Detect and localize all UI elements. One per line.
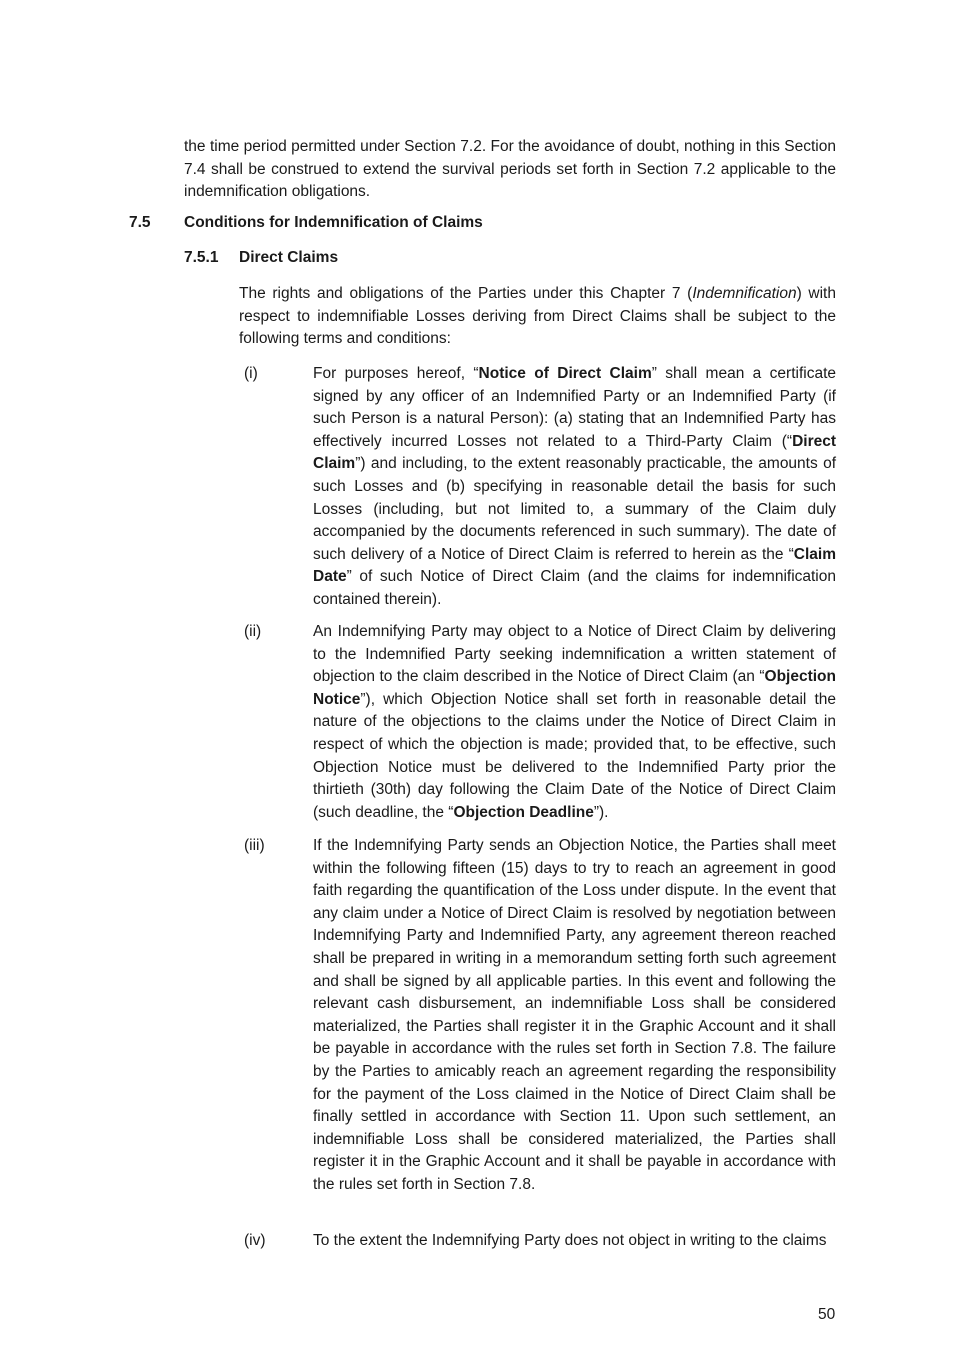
item-i-text-2: ” shall mean a certificate signed by any officer of an Indemnified Party or an Indemnified Party (if such Person is a natural Person): (a) stating that an Indemnified Party has effectively incurred Losses not related to a Third-Party Claim (“ [313,365,836,450]
item-ii-text-1: An Indemnifying Party may object to a Notice of Direct Claim by delivering to the Indemnified Party seeking indemnification a written statement of objection to the claim described in the Notice of Direct Claim (an “ [313,623,836,686]
item-i-body [313,363,836,612]
item-ii-term-objection-deadline: Objection Deadline [453,803,594,821]
item-ii-text-3: ”). [593,803,609,821]
item-iii-label: (iii) [244,837,265,854]
subsection-number: 7.5.1 [184,249,219,266]
item-i-text-4: ” of such Notice of Direct Claim (and the claims for indemnification contained therein). [313,568,836,608]
item-i-label: (i) [244,365,258,382]
item-iii-body: If the Indemnifying Party sends an Objection Notice, the Parties shall meet within the following fifteen (15) days to try to reach an agreement in good faith regarding the quantification of the Loss under dispute. In the event that any claim under a Notice of Direct Claim is resolved by negotiation between Indemnifying Party and Indemnified Party, any agreement thereon reached shall be prepared in writing in a memorandum setting forth such agreement and shall be signed by all applicable parties. In this event and following the relevant cash disbursement, an indemnifiable Loss shall be considered materialized, the Parties shall register it in the Graphic Account and it shall be payable in accordance with the rules set forth in Section 7.8. The failure by the Parties to amicably reach an agreement regarding the responsibility for the payment of the Loss claimed in the Notice of Direct Claim shall be finally settled in accordance with Section 11. Upon such settlement, an indemnifiable Loss shall be considered materialized, the Parties shall register it in the Graphic Account and it shall be payable in accordance with the rules set forth in Section 7.8. [313,837,836,1193]
item-i-text-1: For purposes hereof, “ [313,365,479,382]
section-title: Conditions for Indemnification of Claims [184,214,483,231]
item-iv-body: To the extent the Indemnifying Party does not object in writing to the claims [313,1232,827,1249]
lead-text-2: ) with respect to indemnifiable Losses deriving from Direct Claims shall be subject to the following terms and conditions: [239,285,836,348]
lead-text-1: The rights and obligations of the Parties under this Chapter 7 ( [239,285,693,302]
lead-italic-term: Indemnification [692,285,797,302]
page-number: 50 [818,1306,836,1323]
intro-paragraph: the time period permitted under Section 7.2. For the avoidance of doubt, nothing in this Section 7.4 shall be construed to extend the survival periods set forth in Section 7.2 applicable to the indemnification obligations. [184,138,836,201]
item-ii-term-objection-notice: Objection Notice [313,668,836,708]
item-ii-label: (ii) [244,623,262,640]
item-i-term-claim-date: Claim Date [313,545,836,586]
item-iv-label: (iv) [244,1232,266,1249]
item-i-text-3: ”) and including, to the extent reasonably practicable, the amounts of such Losses and (b) specifying in reasonable detail the basis for such Losses (including, but not limited to, a summary of the Claim duly accompanied by the documents referenced in such summary). The date of such delivery of a Notice of Direct Claim is referred to herein as the “ [313,455,836,563]
item-i-term-notice-of-direct-claim: Notice of Direct Claim [478,365,652,382]
item-ii-text-2: ”), which Objection Notice shall set forth in reasonable detail the nature of the objections to the claims under the Notice of Direct Claim in respect of which the objection is made; provided that, to be effective, such Objection Notice must be delivered to the Indemnified Party prior the thirtieth (30th) day following the Claim Date of the Notice of Direct Claim (such deadline, the “ [313,690,836,821]
subsection-lead-paragraph [239,283,836,351]
subsection-title: Direct Claims [239,249,339,266]
section-number: 7.5 [129,214,151,231]
item-ii-body [313,621,836,824]
item-i-term-direct-claim: Direct Claim [313,432,836,473]
